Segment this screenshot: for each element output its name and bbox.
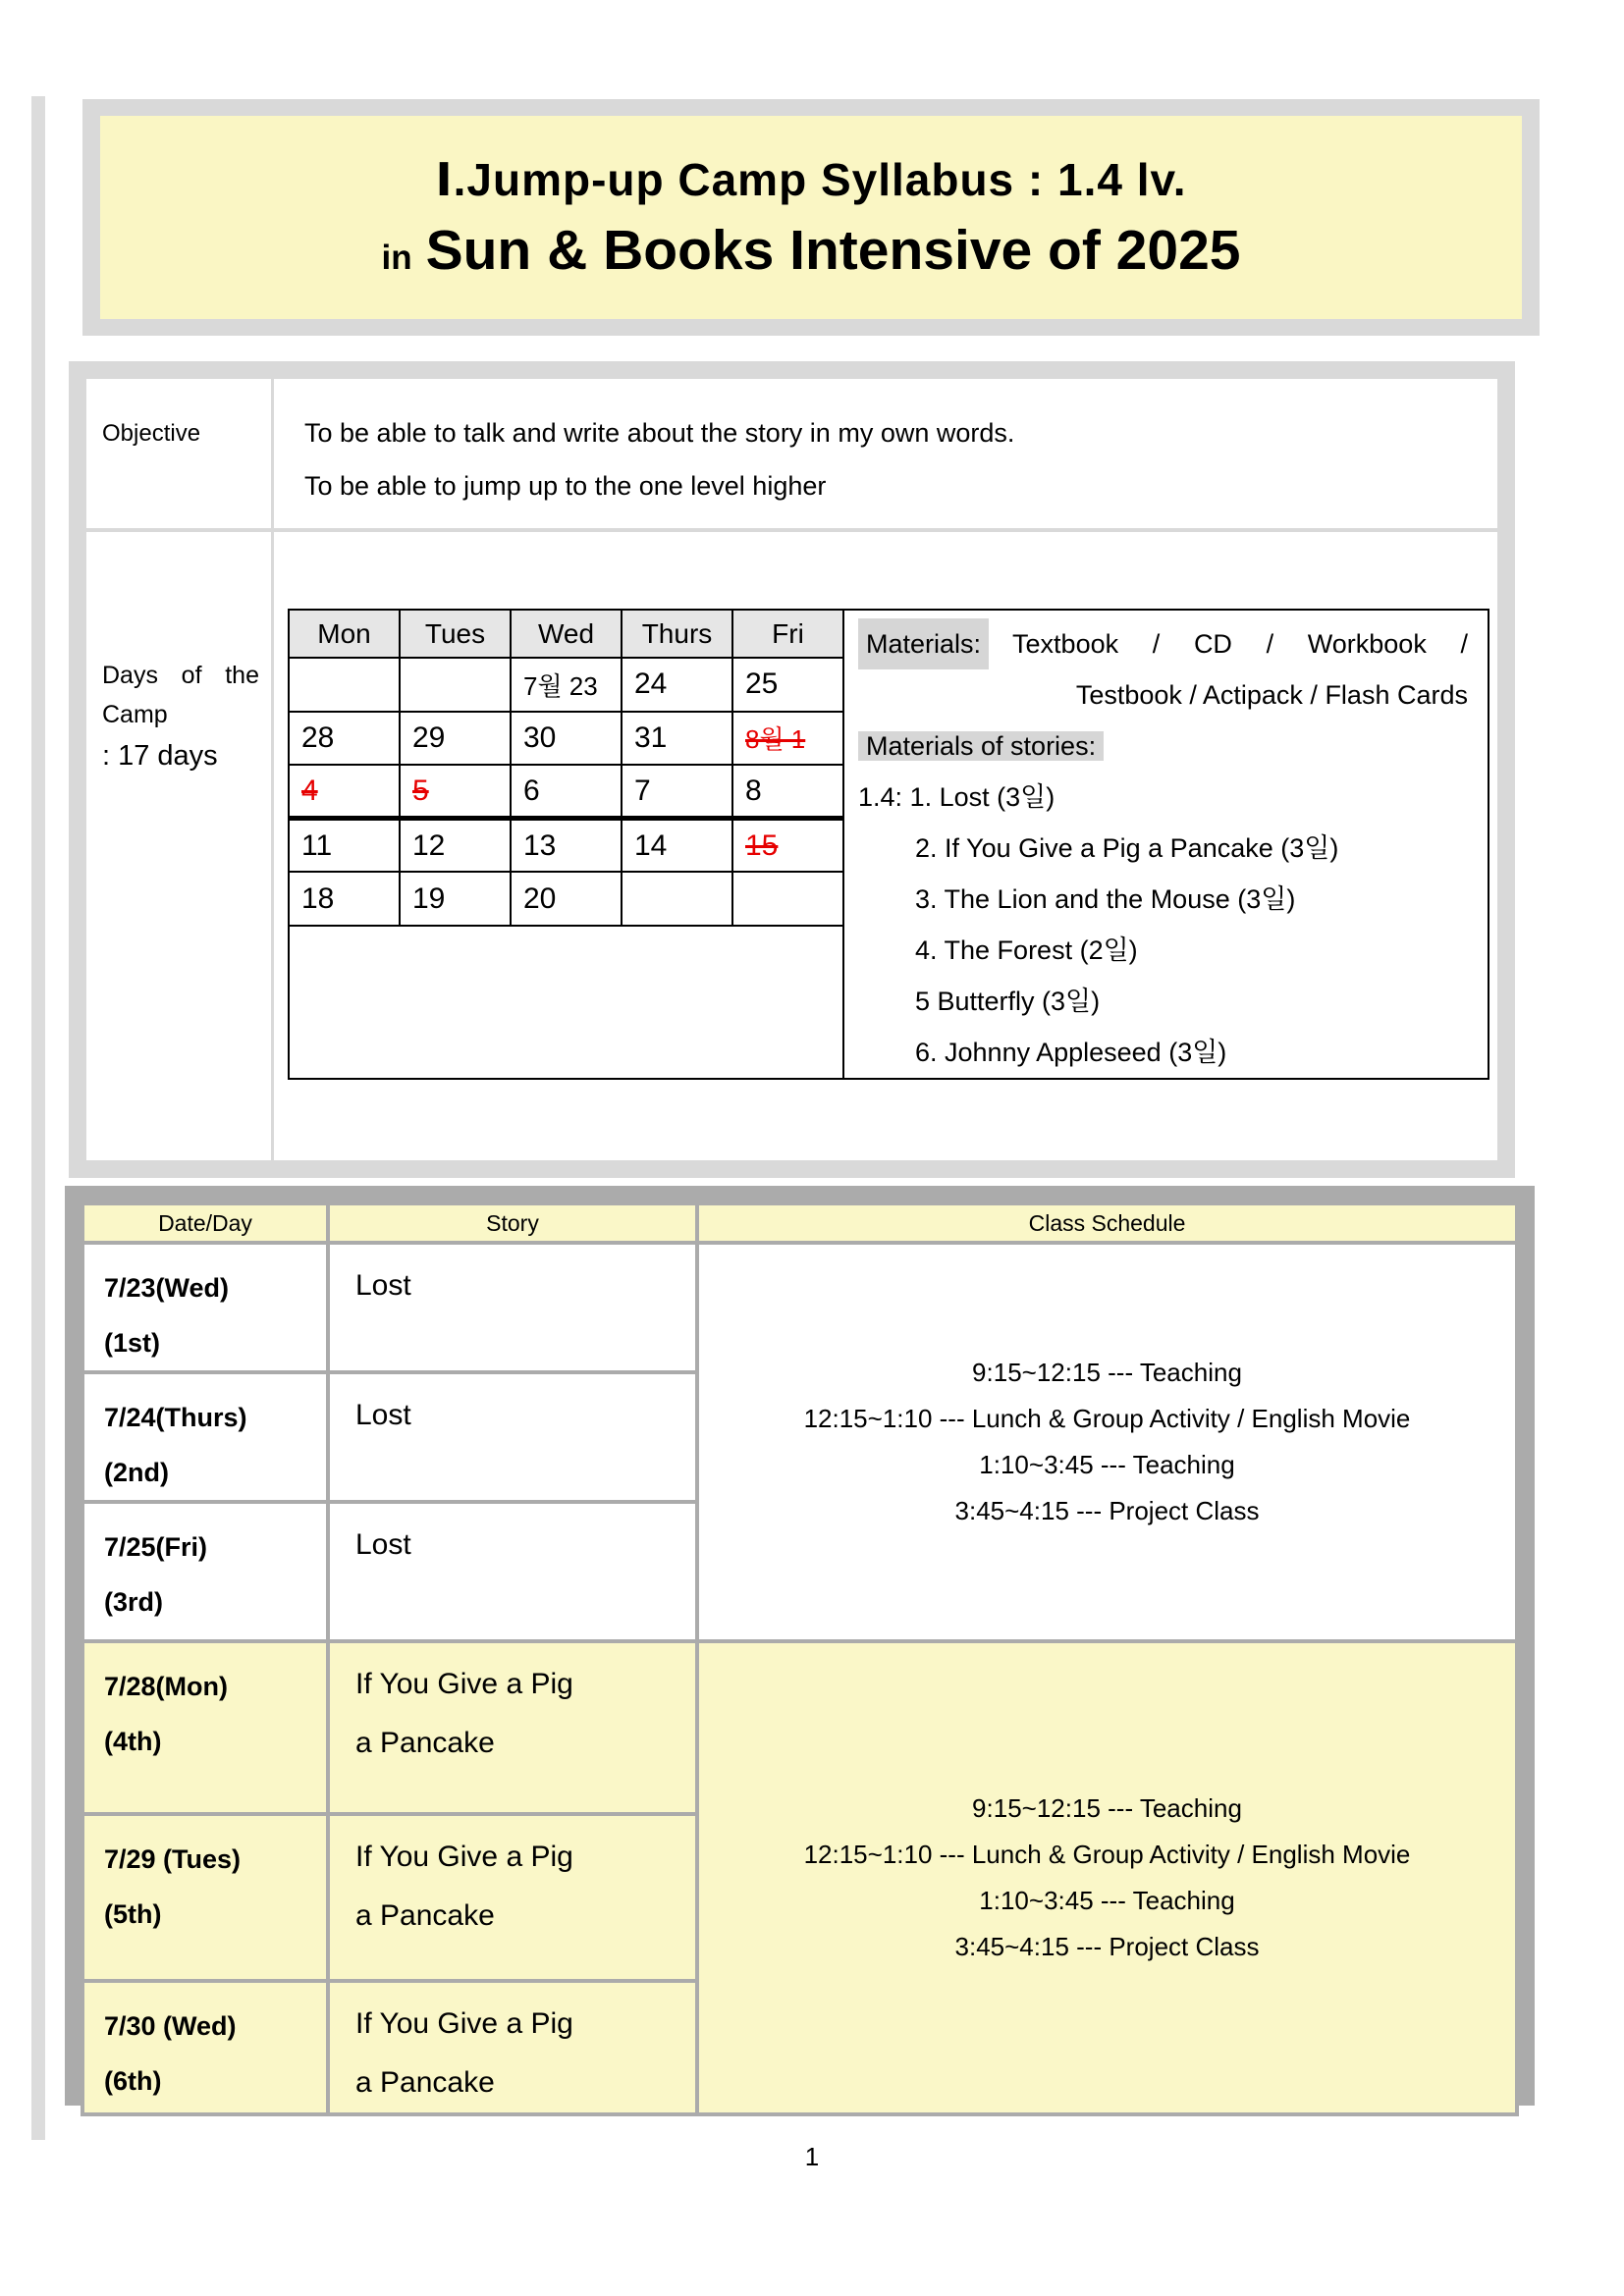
class-schedule-line: 12:15~1:10 --- Lunch & Group Activity / English Movie	[803, 1840, 1411, 1869]
calendar-header-fri: Fri	[732, 610, 843, 658]
calendar-header-row	[289, 610, 1489, 658]
camp-calendar	[288, 609, 1489, 1080]
row-divider	[86, 528, 1497, 532]
calendar-day: 31	[622, 712, 732, 766]
materials-item: Textbook	[1012, 629, 1119, 659]
ordinal: (6th)	[104, 2066, 162, 2096]
calendar-day-cancelled: 8월 1	[732, 712, 843, 766]
story-cell	[328, 1502, 697, 1641]
story-item-1	[858, 772, 1472, 823]
daily-schedule-panel	[65, 1186, 1535, 2106]
title-box	[82, 99, 1540, 336]
materials-stories-label-line	[858, 721, 1472, 772]
ordinal: (3rd)	[104, 1587, 163, 1617]
materials-items	[989, 618, 1472, 669]
header-class-schedule: Class Schedule	[697, 1203, 1517, 1243]
materials-item: CD	[1193, 629, 1232, 659]
class-schedule-line: 1:10~3:45 --- Teaching	[979, 1450, 1235, 1479]
calendar-header-mon: Mon	[289, 610, 400, 658]
days-label-line2: Camp	[102, 701, 168, 728]
calendar-day: 20	[511, 872, 622, 926]
date: 7/23(Wed)	[104, 1273, 230, 1303]
class-schedule-block-2	[697, 1641, 1517, 2114]
materials-stories-label: Materials of stories:	[858, 731, 1104, 761]
materials-slash: /	[1152, 629, 1161, 659]
story-cell	[328, 1814, 697, 1981]
syllabus-title: Ⅰ.Jump-up Camp Syllabus : 1.4 lv.	[435, 153, 1187, 205]
days-count: : 17 days	[102, 740, 218, 772]
date: 7/25(Fri)	[104, 1532, 208, 1562]
title-program-name: Sun & Books Intensive of 2025	[425, 218, 1241, 282]
date: 7/30 (Wed)	[104, 2011, 237, 2041]
calendar-day: 19	[400, 872, 511, 926]
story-item-6: 6. Johnny Appleseed (3일)	[915, 1038, 1227, 1067]
calendar-day: 13	[511, 819, 622, 873]
date-cell	[82, 1981, 328, 2114]
calendar-day: 7	[622, 765, 732, 819]
calendar-day	[400, 658, 511, 712]
title-in-prefix: in	[381, 238, 412, 277]
overview-panel	[69, 361, 1515, 1178]
date: 7/29 (Tues)	[104, 1844, 242, 1874]
calendar-day: 7월 23	[511, 658, 622, 712]
story-item-2: 2. If You Give a Pig a Pancake (3일)	[915, 833, 1339, 863]
calendar-day-cancelled: 15	[732, 819, 843, 873]
materials-slash: /	[1266, 629, 1274, 659]
story-line: Lost	[355, 1528, 411, 1561]
calendar-day: 8	[732, 765, 843, 819]
days-word-2: of	[181, 662, 202, 689]
title-inner	[100, 116, 1522, 319]
ordinal: (2nd)	[104, 1458, 169, 1487]
calendar-day: 18	[289, 872, 400, 926]
ordinal: (4th)	[104, 1727, 162, 1756]
materials-cell	[843, 610, 1489, 1079]
days-of-camp-label	[102, 656, 259, 775]
date-cell	[82, 1243, 328, 1372]
date-cell	[82, 1372, 328, 1502]
materials-item: Workbook	[1307, 629, 1427, 659]
daily-schedule-table	[81, 1201, 1519, 2116]
story-line: If You Give a Pig	[355, 1841, 573, 1873]
calendar-empty-cell	[289, 926, 843, 1079]
story-line: a Pancake	[355, 1899, 495, 1932]
calendar-header-wed: Wed	[511, 610, 622, 658]
story-item-3: 3. The Lion and the Mouse (3일)	[915, 884, 1296, 914]
class-schedule-line: 9:15~12:15 --- Teaching	[972, 1358, 1242, 1387]
story-line: Lost	[355, 1269, 411, 1302]
materials-items-line2: Testbook / Actipack / Flash Cards	[1075, 680, 1468, 710]
column-divider	[271, 379, 274, 1160]
schedule-header-row	[82, 1203, 1517, 1243]
class-schedule-line: 1:10~3:45 --- Teaching	[979, 1886, 1235, 1915]
date-cell	[82, 1814, 328, 1981]
calendar-day: 25	[732, 658, 843, 712]
story-line: If You Give a Pig	[355, 1668, 573, 1700]
materials-slash: /	[1460, 629, 1468, 659]
calendar-day	[289, 658, 400, 712]
calendar-header-thurs: Thurs	[622, 610, 732, 658]
calendar-day-cancelled: 4	[289, 765, 400, 819]
calendar-day: 24	[622, 658, 732, 712]
overview-inner	[86, 379, 1497, 1160]
ordinal: (5th)	[104, 1899, 162, 1929]
page-number: 1	[804, 2142, 820, 2171]
calendar-day: 11	[289, 819, 400, 873]
days-word-1: Days	[102, 662, 158, 689]
header-story: Story	[328, 1203, 697, 1243]
story-1: 1. Lost (3일)	[909, 782, 1056, 812]
calendar-day: 6	[511, 765, 622, 819]
schedule-row-4	[82, 1641, 1517, 1814]
story-cell	[328, 1372, 697, 1502]
class-schedule-line: 9:15~12:15 --- Teaching	[972, 1793, 1242, 1823]
level-prefix: 1.4:	[858, 782, 903, 812]
calendar-header-tues: Tues	[400, 610, 511, 658]
class-schedule-line: 3:45~4:15 --- Project Class	[954, 1932, 1260, 1961]
story-line: Lost	[355, 1399, 411, 1431]
story-line: a Pancake	[355, 2066, 495, 2099]
calendar-day	[732, 872, 843, 926]
calendar-day: 12	[400, 819, 511, 873]
date-cell	[82, 1502, 328, 1641]
story-cell	[328, 1981, 697, 2114]
materials-line	[858, 618, 1472, 669]
date: 7/28(Mon)	[104, 1672, 229, 1701]
class-schedule-line: 12:15~1:10 --- Lunch & Group Activity / English Movie	[803, 1404, 1411, 1433]
class-schedule-line: 3:45~4:15 --- Project Class	[954, 1496, 1260, 1525]
days-word-3: the	[225, 662, 259, 689]
calendar-day: 14	[622, 819, 732, 873]
story-cell	[328, 1641, 697, 1814]
calendar-day: 30	[511, 712, 622, 766]
objective-line-2: To be able to jump up to the one level higher	[304, 471, 827, 501]
schedule-row-1	[82, 1243, 1517, 1372]
date: 7/24(Thurs)	[104, 1403, 247, 1432]
objective-line-1: To be able to talk and write about the story in my own words.	[304, 418, 1015, 448]
objective-text	[304, 406, 1014, 512]
calendar-day: 29	[400, 712, 511, 766]
title-line2	[381, 218, 1240, 283]
calendar-day	[622, 872, 732, 926]
story-item-5: 5 Butterfly (3일)	[915, 987, 1101, 1016]
story-cell	[328, 1243, 697, 1372]
story-line: If You Give a Pig	[355, 2007, 573, 2040]
ordinal: (1st)	[104, 1328, 161, 1358]
class-schedule-block-1	[697, 1243, 1517, 1641]
calendar-day-cancelled: 5	[400, 765, 511, 819]
objective-label: Objective	[102, 420, 201, 447]
story-line: a Pancake	[355, 1727, 495, 1759]
page-edge-strip	[31, 96, 45, 2140]
header-date-day: Date/Day	[82, 1203, 328, 1243]
date-cell	[82, 1641, 328, 1814]
calendar-day: 28	[289, 712, 400, 766]
days-label-line1	[102, 656, 259, 695]
story-item-4: 4. The Forest (2일)	[915, 935, 1138, 965]
materials-label: Materials:	[858, 618, 989, 669]
